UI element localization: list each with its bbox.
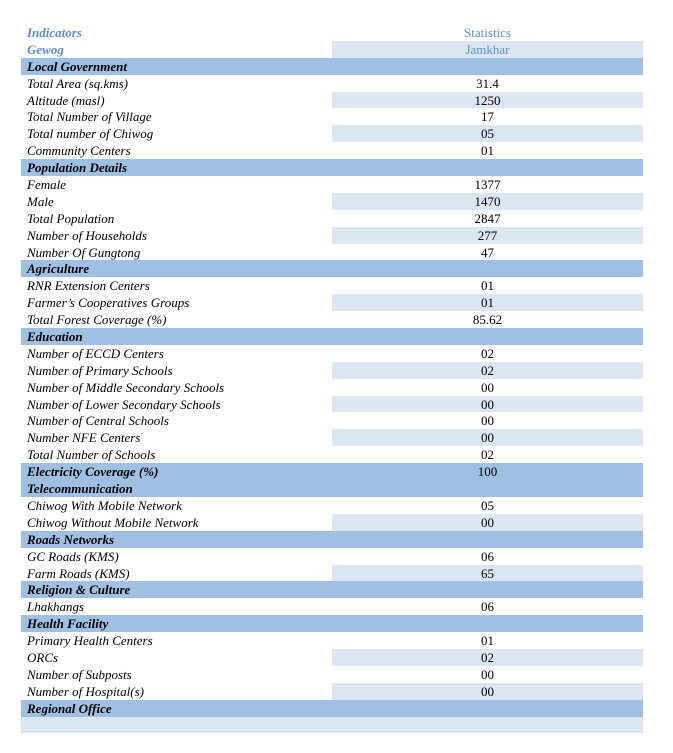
section-header-row	[21, 581, 643, 598]
statistic-value: 00	[481, 396, 494, 412]
indicator-label: Farm Roads (KMS)	[27, 565, 130, 581]
statistic-value: 05	[481, 497, 494, 513]
table-row	[21, 666, 643, 683]
section-header-row	[21, 58, 643, 75]
indicator-label: Chiwog Without Mobile Network	[27, 514, 199, 530]
statistic-value: 00	[481, 683, 494, 699]
gewog-row	[21, 41, 643, 58]
table-row	[21, 683, 643, 700]
statistic-value: 00	[481, 666, 494, 682]
indicator-label: Total Population	[27, 210, 115, 226]
indicator-label: Number of Central Schools	[27, 413, 169, 429]
statistic-value: 06	[481, 599, 494, 615]
table-row	[21, 362, 643, 379]
indicator-label: Number NFE Centers	[27, 430, 141, 446]
indicator-label: ORCs	[27, 649, 59, 665]
indicator-label: Lhakhangs	[27, 599, 85, 615]
indicator-label: Total Number of Village	[27, 109, 152, 125]
indicator-label: Altitude (masl)	[27, 92, 105, 108]
section-title: Electricity Coverage (%)	[27, 464, 159, 480]
statistic-value: 05	[481, 126, 494, 142]
section-title: Regional Office	[27, 700, 112, 716]
indicator-label: Total number of Chiwog	[27, 126, 154, 142]
statistic-value: 00	[481, 430, 494, 446]
table-row	[21, 565, 643, 582]
table-row	[21, 548, 643, 565]
section-header-row	[21, 615, 643, 632]
table-row	[21, 429, 643, 446]
statistic-value: 02	[481, 345, 494, 361]
indicator-label: Female	[27, 177, 66, 193]
section-header-row	[21, 700, 643, 717]
empty-row	[21, 717, 643, 734]
statistic-value: 85.62	[472, 312, 503, 328]
section-title: Health Facility	[27, 616, 109, 632]
gewog-label: Gewog	[27, 41, 64, 57]
indicator-label: Number of Hospital(s)	[27, 683, 144, 699]
indicator-label: Farmer’s Cooperatives Groups	[27, 295, 190, 311]
indicator-label: Male	[27, 193, 54, 209]
indicator-label: Community Centers	[27, 143, 131, 159]
statistic-value: 00	[481, 413, 494, 429]
indicator-label: Number of Subposts	[27, 666, 132, 682]
table-row	[21, 142, 643, 159]
table-row	[21, 412, 643, 429]
table-row	[21, 632, 643, 649]
table-row	[21, 396, 643, 413]
statistic-value: 06	[481, 548, 494, 564]
statistic-value: 277	[477, 227, 498, 243]
table-row	[21, 514, 643, 531]
statistic-value: 2847	[474, 210, 501, 226]
table-row	[21, 244, 643, 261]
statistic-value: 00	[481, 379, 494, 395]
indicator-label: GC Roads (KMS)	[27, 548, 119, 564]
table-row	[21, 176, 643, 193]
table-row	[21, 75, 643, 92]
section-title: Education	[27, 329, 83, 345]
table-body	[21, 58, 643, 734]
section-header-row	[21, 159, 643, 176]
indicator-label: Chiwog With Mobile Network	[27, 497, 182, 513]
table-row	[21, 311, 643, 328]
statistic-value: 01	[481, 278, 494, 294]
indicator-label: Number of Households	[27, 227, 147, 243]
table-row	[21, 92, 643, 109]
table-row	[21, 210, 643, 227]
table-row	[21, 193, 643, 210]
section-title: Agriculture	[27, 261, 90, 277]
statistic-value: 65	[481, 565, 494, 581]
section-header-row	[21, 463, 643, 480]
indicator-label: Number of Primary Schools	[27, 362, 173, 378]
statistic-value: 1377	[474, 177, 501, 193]
statistic-value: 1470	[474, 193, 501, 209]
section-title: Religion & Culture	[27, 582, 131, 598]
table-row	[21, 277, 643, 294]
indicator-label: Total Area (sq.kms)	[27, 75, 128, 91]
section-header-row	[21, 531, 643, 548]
statistic-value: 02	[481, 362, 494, 378]
statistic-value: 1250	[474, 92, 501, 108]
statistics-heading: Statistics	[464, 25, 511, 40]
table-row	[21, 108, 643, 125]
section-title: Population Details	[27, 160, 128, 176]
statistic-value: 02	[481, 447, 494, 463]
indicator-label: Number of Middle Secondary Schools	[27, 379, 225, 395]
table-row	[21, 227, 643, 244]
table-row	[21, 497, 643, 514]
section-header-row	[21, 328, 643, 345]
section-header-row	[21, 260, 643, 277]
indicator-label: Number Of Gungtong	[27, 244, 141, 260]
section-title: Local Government	[27, 58, 128, 74]
statistic-value: 17	[481, 109, 494, 125]
indicator-label: Primary Health Centers	[27, 633, 153, 649]
indicator-label: Total Number of Schools	[27, 447, 156, 463]
table-header-row	[21, 24, 643, 41]
table-row	[21, 598, 643, 615]
statistic-value: 01	[481, 633, 494, 649]
table-row	[21, 379, 643, 396]
section-title: Telecommunication	[27, 481, 133, 497]
indicator-label: Total Forest Coverage (%)	[27, 312, 167, 328]
statistic-value: 100	[477, 464, 498, 480]
statistic-value: 47	[481, 244, 494, 260]
statistic-value: 02	[481, 649, 494, 665]
statistic-value: 00	[481, 514, 494, 530]
section-title: Roads Networks	[27, 531, 115, 547]
table-row	[21, 294, 643, 311]
indicator-label: RNR Extension Centers	[27, 278, 150, 294]
indicator-label: Number of ECCD Centers	[27, 345, 164, 361]
statistic-value: 01	[481, 295, 494, 311]
indicator-label: Number of Lower Secondary Schools	[27, 396, 221, 412]
statistics-table	[21, 24, 643, 733]
table-row	[21, 345, 643, 362]
table-row	[21, 125, 643, 142]
gewog-value: Jamkhar	[465, 41, 510, 57]
table-row	[21, 446, 643, 463]
indicators-heading: Indicators	[27, 25, 82, 40]
statistic-value: 01	[481, 143, 494, 159]
table-row	[21, 649, 643, 666]
statistic-value: 31.4	[476, 75, 499, 91]
section-header-row	[21, 480, 643, 497]
